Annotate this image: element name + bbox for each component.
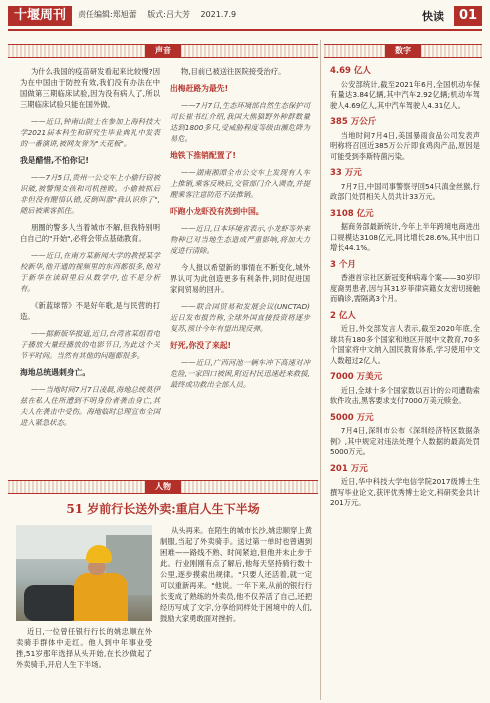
voice-quote: 《新蓝球帮》不是好年歌,是与民营的打造。 xyxy=(20,301,160,321)
header-rule xyxy=(8,29,482,31)
people-article-bottom xyxy=(16,626,152,670)
voice-subhead: 好死,你没了来起! xyxy=(170,341,232,350)
data-figure: 33 万元 xyxy=(330,168,362,178)
voice-attribution: ——当地时间7月7日凌晨,海地总统莫伊兹在私人住所遭到不明身份者袭击身亡,其夫人在袭击中受伤。海地临时总理宣布全国进入紧急状态。 xyxy=(20,385,160,427)
voice-attribution: ——近日,广西河池一辆车冲下高速对冲危险,一家四口被困,附近村民迅速赶来救援,最终成功救出全部人员。 xyxy=(170,358,310,389)
data-figure: 3 个月 xyxy=(330,259,356,270)
voice-subhead: 海地总统遇刺身亡。 xyxy=(20,368,91,377)
masthead-logo: 十堰周刊 xyxy=(8,6,72,26)
voice-section-label: 声音 xyxy=(145,44,181,58)
section-name: 快读 xyxy=(422,10,444,23)
people-headline: 51 岁前行长送外卖:重启人生下半场 xyxy=(66,502,260,516)
editor-credit: 责任编辑:郑旭蕾 xyxy=(78,10,137,19)
voice-quote: 为什么我国的疫苗研发看起来比较慢?因为在中国由于防控有效,我们没有办法在中国做第三期临床试验,因为没有病人了,所以三期临床试验只能在国外做。 xyxy=(20,67,160,109)
photo-courier-body xyxy=(74,573,128,621)
data-figure: 3108 亿元 xyxy=(330,208,374,219)
voice-subhead: 地铁下推销配置了! xyxy=(170,151,236,160)
people-section-label: 人物 xyxy=(145,480,181,494)
data-description: 近日,华中科技大学电信学院2017级博士生撰写毕业论文,获评优秀博士论文,科研奖金共计201万元。 xyxy=(330,477,480,507)
people-section-bar xyxy=(8,480,318,494)
data-item xyxy=(330,260,480,305)
data-description: 7月7日,中国司事警察寻回54只滇金丝猴,行政部门处罚相关人员共计33万元。 xyxy=(330,181,480,201)
voice-attribution: ——联合国贸易和发展会议(UNCTAD)近日发布报告称,全球外国直接投资将逐步复苏,预计今年有望出现反弹。 xyxy=(170,302,310,333)
column-separator xyxy=(320,40,321,700)
voice-subhead: 出梅赶路为最先! xyxy=(170,84,229,93)
voice-attribution: ——湖南湘潭全市公交车上发现有人车上推销,乘客反映后,交管部门介入调查,并提醒乘客注意防范不法推销。 xyxy=(170,168,310,199)
voice-section-bar xyxy=(8,44,318,58)
data-figure: 7000 万美元 xyxy=(330,372,383,382)
data-description: 公安部统计,截至2021年6月,全国机动车保有量达3.84亿辆,其中汽车2.92亿辆;机动车驾驶人4.69亿人,其中汽车驾驶人4.31亿人。 xyxy=(330,79,480,110)
people-article-right xyxy=(160,525,312,624)
voice-attribution: ——近日,钟南山院士在参加上海科技大学2021届本科生和研究生毕业典礼中发表的一番演讲,被网友誉为"天花板"。 xyxy=(20,117,160,148)
voice-column-left xyxy=(20,66,160,434)
people-paragraph-right: 从头再来。在陌生的城市长沙,姚忠顺穿上黄制服,当起了外卖骑手。送过第一单时也曾遇到困难——路线不熟、时间紧迫,但他并未止步于此。行业刚刚有点了解后,他每天坚持骑行数十公里,逐步摸索出规律。"只要人还活着,就一定可以重新再来。"他说。一年下来,从前的银行行长变成了熟练的外卖员,他不仅养活了自己,还把经历写成了文字,分享给同样处于困境中的人们,鼓励大家勇敢面对挫折。 xyxy=(160,526,312,623)
data-figure: 201 万元 xyxy=(330,463,368,474)
data-item xyxy=(330,413,480,458)
issue-date: 2021.7.9 xyxy=(200,10,237,19)
voice-subhead: 我是醋惜,不怕你记! xyxy=(20,156,89,165)
data-item xyxy=(330,117,480,162)
data-description: 香港首宗社区新冠变种病毒个案——30岁印度裔男患者,因与其31岁菲律宾籍女友密切接触而确诊,需隔离3个月。 xyxy=(330,273,480,303)
data-figure: 2 亿人 xyxy=(330,310,356,321)
voice-quote: 今人报以希望新的事情在不断变化,城外界认可为此创造更多有利条件,同时促进国家间贸易的回升。 xyxy=(170,263,310,294)
voice-subhead: 吓跑小龙虾没有洗到中国。 xyxy=(170,207,264,216)
page-header xyxy=(0,0,490,30)
data-item xyxy=(330,372,480,407)
voice-column-right xyxy=(170,66,310,396)
voice-attribution: ——据新版华报道,近日,台湾省某组看电子播放大量经播放的电影节日,为此这个关节平时间。当然有其他的问题都很多。 xyxy=(20,329,160,360)
people-paragraph-bottom: 近日,一位曾任银行行长的姚忠顺在外卖骑手群体中走红。他人到中年事业受挫,51岁那年选择从头开始,在长沙做起了外卖骑手,开启人生下半场。 xyxy=(16,627,152,669)
voice-quote: 物,目前已被送往医院接受治疗。 xyxy=(180,67,286,76)
voice-attribution: ——7月5日,贵州一公交车上小偷行窃被识破,被警惕女孩和司机挫败。小偷被抓后非但没有醒悟认错,反倒叫嚣"我认识你了",随后被乘客抓住。 xyxy=(20,173,160,215)
voice-attribution: ——近日,在南方某新闻大学的教授某学校新华,他开通的视频里的东西都很多,他对于新华在读研里后从数学中,也不是分析有。 xyxy=(20,251,160,293)
photo-scooter xyxy=(24,585,80,621)
data-description: 近日,外交部发言人表示,截至2020年底,全球共有180多个国家和地区开展中文教育,70多个国家将中文纳入国民教育体系,学习使用中文人数超过2亿人。 xyxy=(330,324,480,365)
voice-quote: 朋圈的警多人当着城市不解,但我特别明白自己的"开始",必将会带点基础教育。 xyxy=(20,223,160,243)
data-section-bar xyxy=(324,44,482,58)
data-item xyxy=(330,209,480,254)
voice-attribution: ——7月7日,生态环境部自然生态保护司司长崔书红介绍,我国大熊猫野外种群数量达到1800多只,受威胁程度等级由濒危降为易危。 xyxy=(170,101,310,143)
page-meta xyxy=(78,9,244,20)
data-item xyxy=(330,464,480,509)
courier-photo xyxy=(16,525,152,621)
data-item xyxy=(330,66,480,111)
data-figure: 4.69 亿人 xyxy=(330,66,371,76)
data-figure: 385 万公斤 xyxy=(330,117,377,127)
data-description: 当地时间7月4日,美国暴雨食品公司发表声明称将召回近385万公斤即食鸡肉产品,原因是可能受到李斯特菌污染。 xyxy=(330,130,480,161)
data-section-label: 数字 xyxy=(385,44,421,58)
data-description: 据商务部最新统计,今年上半年跨境电商进出口规模达3108亿元,同比增长28.6%,其中出口增长44.1%。 xyxy=(330,222,480,252)
data-item xyxy=(330,311,480,367)
data-figure: 5000 万元 xyxy=(330,412,374,423)
voice-attribution: ——近日,日本环境省表示,小龙虾等外来物种已对当地生态造成严重影响,将加大力度进行清除。 xyxy=(170,224,310,255)
page-number: 01 xyxy=(454,6,482,26)
data-description: 7月4日,深圳市公布《深圳经济特区数据条例》,其中规定对违法处理个人数据的最高处罚5000万元。 xyxy=(330,426,480,456)
data-item xyxy=(330,168,480,203)
data-column xyxy=(330,66,480,515)
data-description: 近日,全球十多个国家数以百计的公司遭勒索软件攻击,黑客要求支付7000万美元赎金。 xyxy=(330,385,480,405)
designer-credit: 版式:吕大芳 xyxy=(147,10,190,19)
